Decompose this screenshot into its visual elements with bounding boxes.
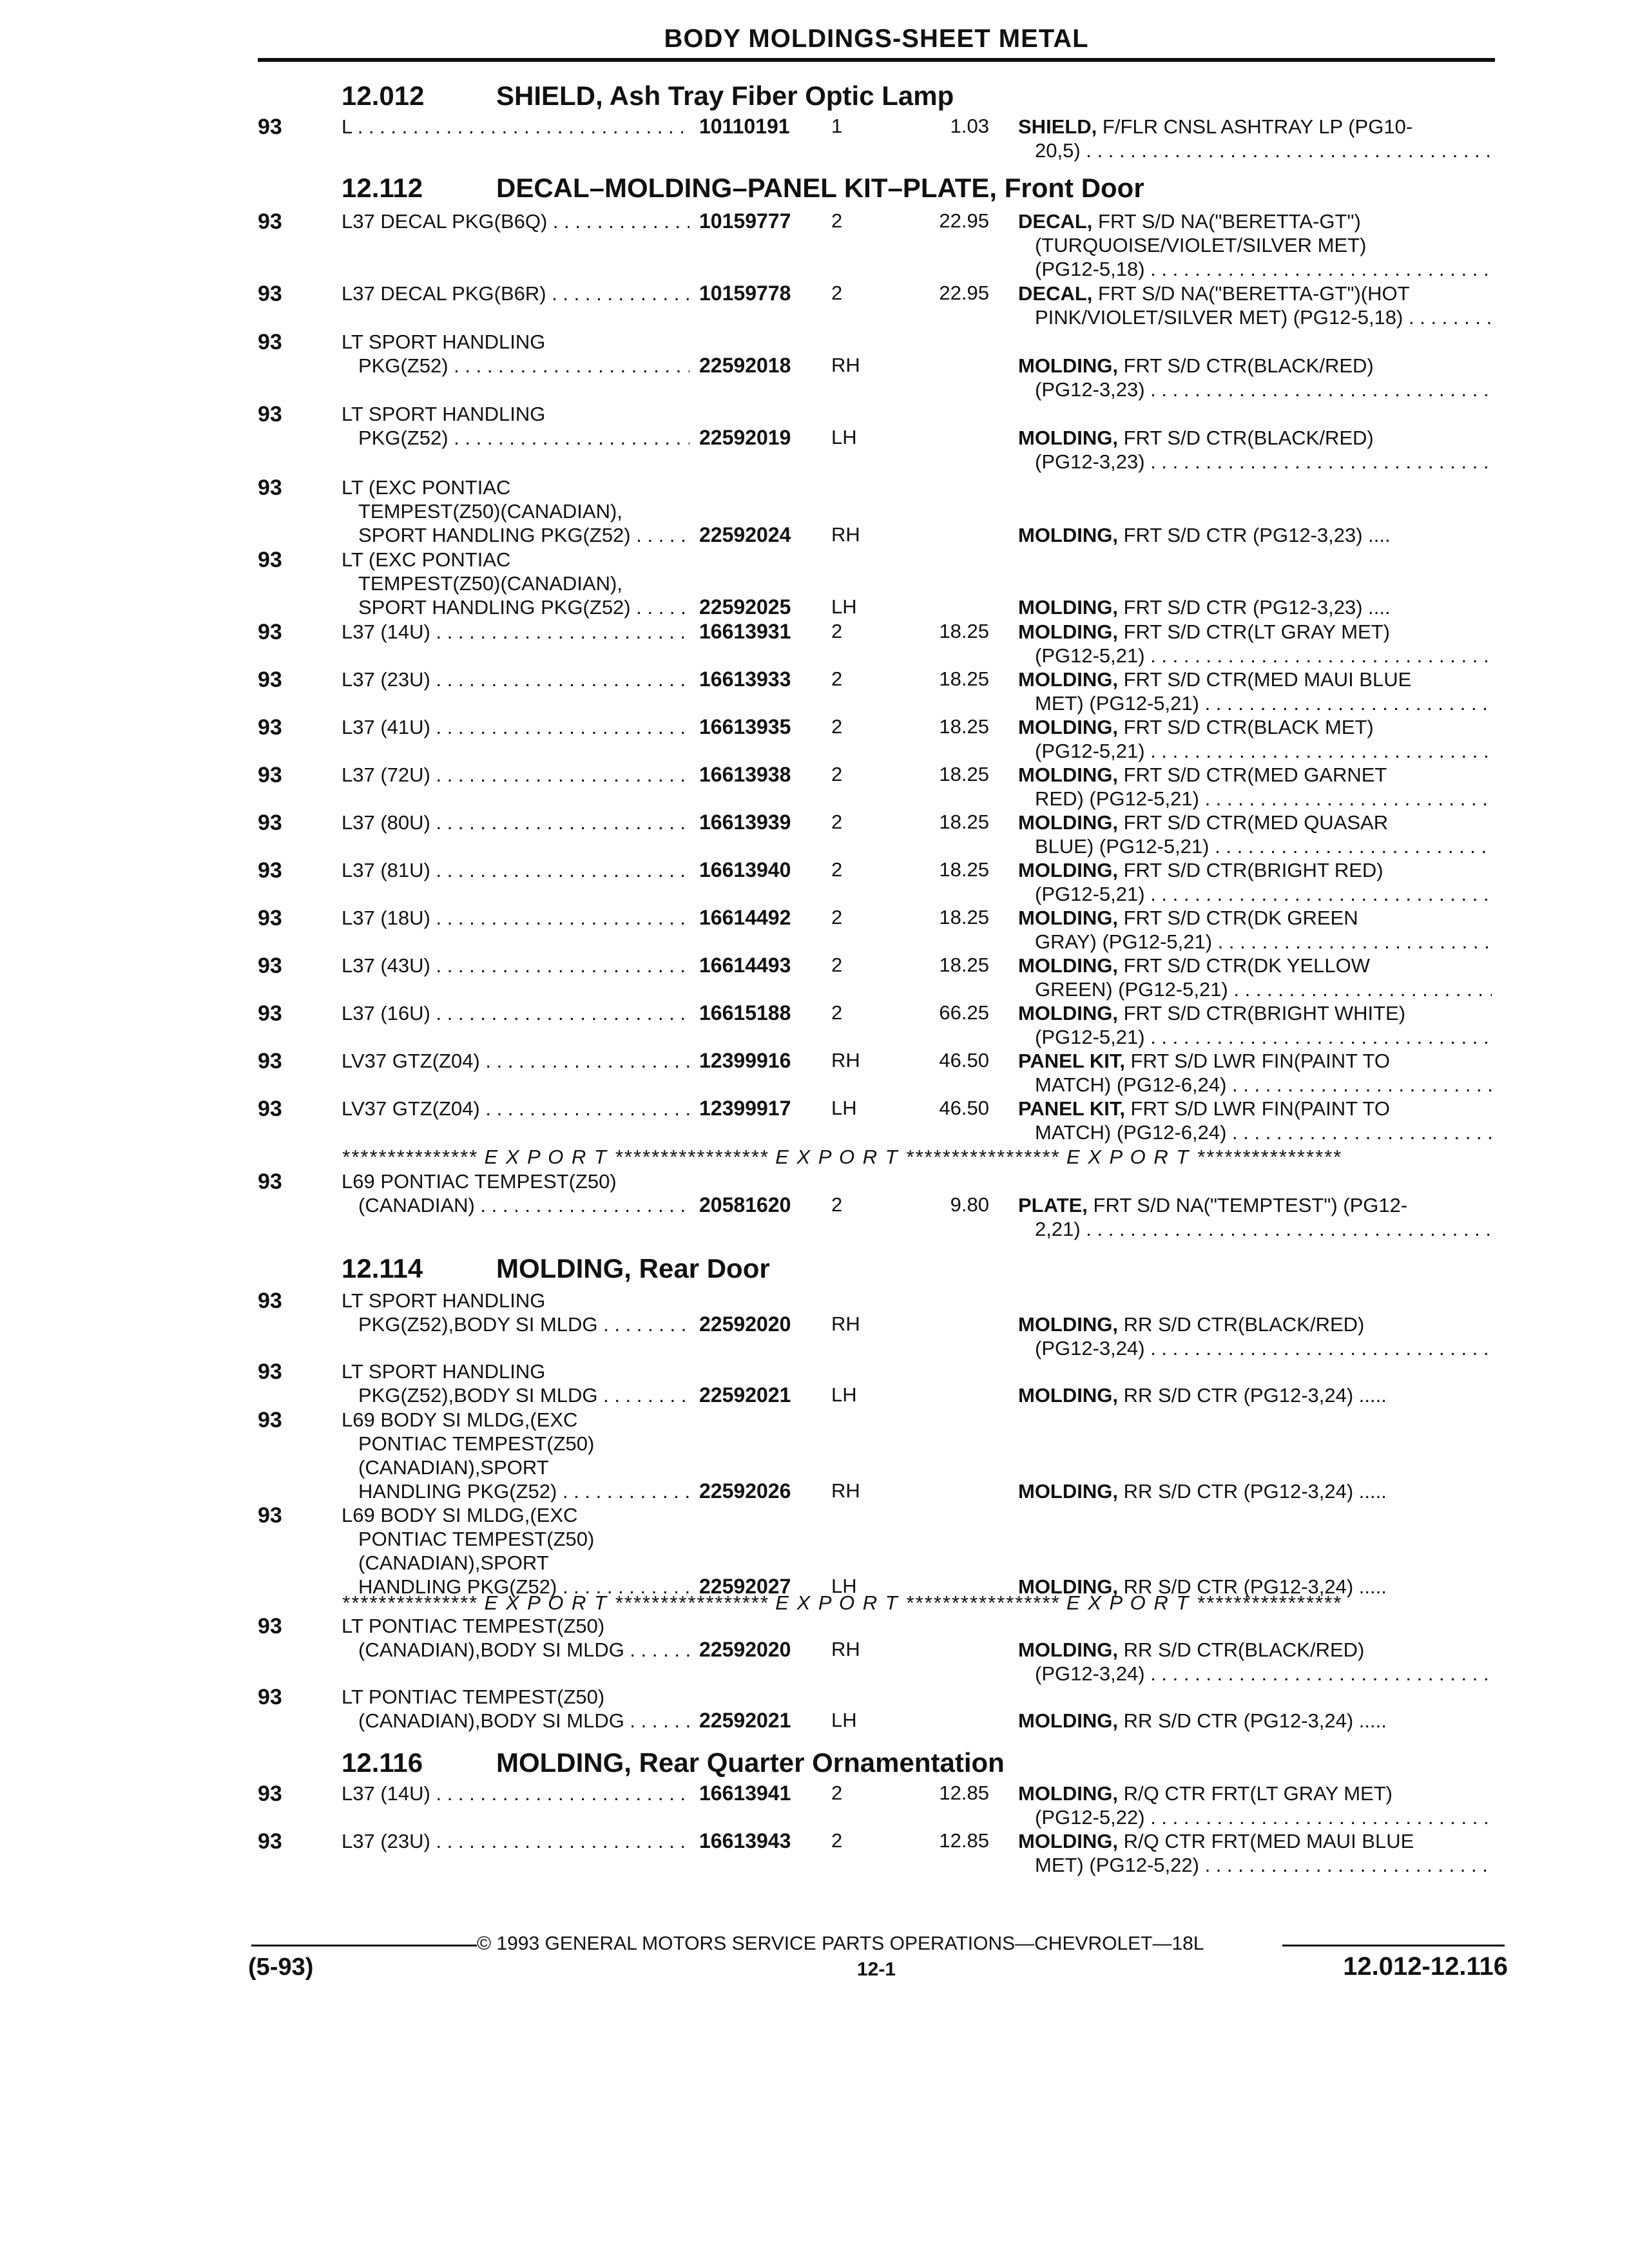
part-remark [1018,115,1492,162]
usage-description-line: LT SPORT HANDLING [342,331,546,353]
quantity: 2 [831,763,843,785]
part-remark [1018,1638,1492,1686]
export-banner: *************** E X P O R T ***************** E X P O R T ***************** E X P O R T **************** [342,1591,1342,1614]
usage-description [342,858,689,882]
price: 18.25 [939,954,989,976]
usage-description-line: SPORT HANDLING PKG(Z52) . . . [342,523,689,547]
usage-description [342,1001,689,1025]
part-number: 22592021 [699,1383,791,1407]
quantity: 2 [831,1782,843,1804]
model-year: 93 [258,548,282,572]
part-remark-line: (PG12-3,23) . . . [1018,378,1492,401]
usage-description-line: L37 (18U) . . . [342,906,689,930]
part-remark-line: (PG12-3,24) . . . [1018,1336,1492,1360]
part-remark [1018,858,1492,906]
part-remark-line: MOLDING, R/Q CTR FRT(LT GRAY MET) [1018,1782,1393,1805]
usage-description-line: L69 PONTIAC TEMPEST(Z50) [342,1170,617,1193]
footer-date: (5-93) [248,1954,314,1981]
usage-description [342,1097,689,1120]
part-remark [1018,763,1492,811]
usage-description-line: (CANADIAN),SPORT [358,1456,549,1479]
page-title: BODY MOLDINGS-SHEET METAL [664,24,1089,53]
model-year: 93 [258,1503,282,1528]
usage-description-line: PKG(Z52),BODY SI MLDG . . . [342,1312,689,1336]
usage-description [342,620,689,644]
part-number: 16613940 [699,858,791,881]
model-year: 93 [258,1829,282,1854]
usage-description-line: L37 (43U) . . . [342,954,689,977]
part-remark-line: MOLDING, RR S/D CTR(BLACK/RED) [1018,1313,1365,1336]
model-year: 93 [258,620,282,644]
part-remark [1018,1829,1492,1877]
part-remark-line: (PG12-3,24) . . . [1018,1662,1492,1686]
part-remark [1018,668,1492,715]
part-remark-line: (PG12-5,21) . . . [1018,739,1492,763]
usage-description-line: LT (EXC PONTIAC [342,476,511,499]
usage-description [342,715,689,739]
model-year: 93 [258,1360,282,1384]
usage-description-line: L37 (14U) . . . [342,1782,689,1805]
part-number: 16613939 [699,811,791,834]
price: 18.25 [939,906,989,928]
usage-description-line: LT SPORT HANDLING [342,403,546,425]
quantity: 2 [831,811,843,833]
part-remark-line: (PG12-5,21) . . . [1018,1025,1492,1049]
price: 66.25 [939,1001,989,1024]
usage-description-line: L37 DECAL PKG(B6R) . . . [342,282,689,305]
usage-description-line: PKG(Z52) . . . [342,354,689,378]
usage-description-line: L37 (16U) . . . [342,1001,689,1025]
usage-description [342,115,689,139]
model-year: 93 [258,954,282,978]
part-remark-line: RED) (PG12-5,21) . . . [1018,787,1492,811]
part-remark-line: MOLDING, RR S/D CTR (PG12-3,24) ..... [1018,1709,1387,1732]
quantity: 2 [831,209,843,232]
section-code: 12.116 [342,1747,423,1778]
footer-rule-right [1282,1945,1505,1946]
model-year: 93 [258,402,282,427]
usage-description [342,763,689,787]
part-remark-line: PLATE, FRT S/D NA("TEMPTEST") (PG12- [1018,1194,1408,1216]
part-number: 22592019 [699,426,791,449]
part-number: 10159777 [699,209,791,233]
quantity: RH [831,1479,860,1502]
part-remark-line: DECAL, FRT S/D NA("BERETTA-GT") [1018,210,1361,233]
usage-description-line: LV37 GTZ(Z04) . . . [342,1049,689,1073]
part-remark [1018,1049,1492,1097]
part-remark-line: MOLDING, FRT S/D CTR(MED GARNET [1018,764,1387,786]
usage-description [342,209,689,233]
usage-description [342,1289,689,1336]
section-heading [342,173,1144,204]
usage-description-line: LT SPORT HANDLING [342,1289,546,1312]
part-remark-line: PANEL KIT, FRT S/D LWR FIN(PAINT TO [1018,1097,1391,1120]
model-year: 93 [258,476,282,500]
usage-description-line: (CANADIAN),SPORT [358,1552,549,1574]
price: 46.50 [939,1097,989,1119]
usage-description [342,954,689,977]
usage-description-line: LT PONTIAC TEMPEST(Z50) [342,1615,605,1637]
usage-description-line: PKG(Z52),BODY SI MLDG . . . [342,1383,689,1407]
usage-description-line: PKG(Z52) . . . [342,426,689,450]
model-year: 93 [258,1001,282,1026]
part-remark [1018,209,1492,281]
usage-description [342,1169,689,1217]
usage-description [342,476,689,547]
part-remark-line: MOLDING, RR S/D CTR(BLACK/RED) [1018,1639,1365,1661]
usage-description-line: TEMPEST(Z50)(CANADIAN), [358,500,622,523]
part-remark-line: MATCH) (PG12-6,24) . . . [1018,1073,1492,1097]
part-remark [1018,954,1492,1001]
model-year: 93 [258,209,282,234]
usage-description [342,330,689,378]
usage-description [342,1614,689,1662]
quantity: 2 [831,282,843,304]
model-year: 93 [258,1169,282,1194]
part-remark-line: MOLDING, FRT S/D CTR(BLACK/RED) [1018,427,1374,449]
quantity: 2 [831,668,843,690]
usage-description-line: L37 (41U) . . . [342,715,689,739]
part-remark [1018,906,1492,954]
model-year: 93 [258,668,282,692]
quantity: LH [831,1383,857,1406]
usage-description-line: (CANADIAN),BODY SI MLDG . . . . [342,1709,689,1733]
usage-description-line: LV37 GTZ(Z04) . . . [342,1097,689,1120]
model-year: 93 [258,1049,282,1073]
section-title: MOLDING, Rear Quarter Ornamentation [496,1747,1005,1778]
part-remark [1018,595,1492,619]
usage-description-line: TEMPEST(Z50)(CANADIAN), [358,572,622,595]
part-remark-line: SHIELD, F/FLR CNSL ASHTRAY LP (PG10- [1018,115,1413,138]
part-remark-line: MOLDING, RR S/D CTR (PG12-3,24) ..... [1018,1384,1387,1407]
price: 9.80 [950,1193,989,1216]
part-remark-line: MOLDING, FRT S/D CTR(BRIGHT RED) [1018,859,1383,881]
model-year: 93 [258,763,282,787]
quantity: 2 [831,1829,843,1852]
price: 12.85 [939,1782,989,1804]
quantity: 2 [831,1193,843,1216]
part-remark-line: MOLDING, FRT S/D CTR(BLACK MET) [1018,716,1374,738]
part-remark-line: 2,21) . . . [1018,1217,1492,1241]
footer-copyright: © 1993 GENERAL MOTORS SERVICE PARTS OPERATIONS—CHEVROLET—18L [477,1933,1204,1954]
part-remark [1018,282,1492,329]
part-remark-line: MOLDING, FRT S/D CTR(MED MAUI BLUE [1018,668,1412,691]
price: 18.25 [939,763,989,785]
part-remark-line: MOLDING, RR S/D CTR (PG12-3,24) ..... [1018,1575,1387,1598]
usage-description-line: L69 BODY SI MLDG,(EXC [342,1504,578,1526]
section-title: MOLDING, Rear Door [496,1253,770,1283]
model-year: 93 [258,811,282,835]
model-year: 93 [258,1782,282,1806]
part-number: 22592025 [699,595,791,619]
usage-description-line: L37 (80U) . . . [342,811,689,834]
part-number: 16613938 [699,763,791,786]
usage-description-line: HANDLING PKG(Z52) . . . [342,1575,689,1599]
part-remark [1018,1312,1492,1360]
part-number: 16613941 [699,1782,791,1805]
export-banner: *************** E X P O R T ***************** E X P O R T ***************** E X P O R T **************** [342,1146,1342,1168]
part-remark-line: MOLDING, FRT S/D CTR(DK GREEN [1018,907,1358,929]
price: 18.25 [939,620,989,642]
quantity: RH [831,1312,860,1335]
part-remark-line: (PG12-5,21) . . . [1018,644,1492,668]
model-year: 93 [258,1408,282,1432]
usage-description-line: (CANADIAN),BODY SI MLDG . . . . [342,1638,689,1662]
usage-description-line: LT PONTIAC TEMPEST(Z50) [342,1686,605,1708]
quantity: LH [831,595,857,618]
part-remark-line: (PG12-5,18) . . . [1018,257,1492,281]
part-remark [1018,620,1492,668]
quantity: 2 [831,715,843,738]
part-remark-line: MOLDING, FRT S/D CTR (PG12-3,23) .... [1018,596,1391,619]
part-remark-line: MOLDING, R/Q CTR FRT(MED MAUI BLUE [1018,1830,1414,1852]
usage-description-line: SPORT HANDLING PKG(Z52) . . . [342,595,689,619]
quantity: LH [831,1575,857,1597]
part-remark [1018,523,1492,547]
usage-description [342,548,689,619]
section-code: 12.114 [342,1253,423,1283]
part-remark [1018,1001,1492,1049]
usage-description [342,1360,689,1407]
part-remark-line: PANEL KIT, FRT S/D LWR FIN(PAINT TO [1018,1050,1391,1072]
price: 18.25 [939,858,989,881]
section-title: DECAL–MOLDING–PANEL KIT–PLATE, Front Door [496,173,1144,203]
usage-description-line: L37 (81U) . . . [342,858,689,882]
part-number: 22592020 [699,1312,791,1336]
usage-description [342,1782,689,1805]
usage-description [342,1503,689,1599]
price: 1.03 [950,115,989,137]
part-remark [1018,426,1492,474]
part-number: 22592024 [699,523,791,546]
quantity: LH [831,426,857,448]
part-number: 22592020 [699,1638,791,1661]
footer-page-number: 12-1 [856,1959,896,1980]
section-heading [342,81,954,111]
section-heading [342,1253,770,1284]
quantity: 2 [831,954,843,976]
model-year: 93 [258,906,282,930]
quantity: RH [831,523,860,546]
part-number: 20581620 [699,1193,791,1216]
usage-description [342,1829,689,1853]
part-remark [1018,715,1492,763]
usage-description [342,282,689,305]
part-remark-line: 20,5) . . . [1018,139,1492,162]
section-code: 12.112 [342,173,423,203]
part-remark-line: MOLDING, FRT S/D CTR(MED QUASAR [1018,811,1389,834]
part-number: 16613933 [699,668,791,691]
part-remark-line: BLUE) (PG12-5,21) . . . [1018,834,1492,858]
part-remark-line: MOLDING, RR S/D CTR (PG12-3,24) ..... [1018,1480,1387,1503]
part-number: 22592027 [699,1575,791,1598]
part-remark-line: MOLDING, FRT S/D CTR(LT GRAY MET) [1018,620,1390,643]
part-remark-line: (PG12-5,21) . . . [1018,882,1492,906]
usage-description-line: HANDLING PKG(Z52) . . . [342,1479,689,1503]
model-year: 93 [258,715,282,740]
part-remark [1018,1782,1492,1829]
part-remark-line: GREEN) (PG12-5,21) . . . [1018,977,1492,1001]
usage-description-line: L . . . [342,115,689,139]
part-remark-line: MOLDING, FRT S/D CTR (PG12-3,23) .... [1018,524,1391,546]
model-year: 93 [258,1614,282,1639]
part-remark-line: MOLDING, FRT S/D CTR(BRIGHT WHITE) [1018,1002,1406,1024]
usage-description-line: (CANADIAN) . . . [342,1193,689,1217]
part-number: 16613931 [699,620,791,643]
quantity: RH [831,354,860,376]
part-number: 22592018 [699,354,791,377]
part-remark-line: DECAL, FRT S/D NA("BERETTA-GT")(HOT [1018,282,1410,305]
part-remark [1018,1709,1492,1733]
quantity: 1 [831,115,843,137]
usage-description-line: L37 (23U) . . . [342,668,689,691]
part-number: 16614492 [699,906,791,929]
part-number: 22592026 [699,1479,791,1503]
usage-description-line: PONTIAC TEMPEST(Z50) [358,1432,595,1455]
header-rule [258,58,1495,62]
usage-description [342,1408,689,1503]
usage-description-line: PONTIAC TEMPEST(Z50) [358,1528,595,1550]
usage-description-line: L37 (14U) . . . [342,620,689,644]
usage-description-line: LT SPORT HANDLING [342,1360,546,1383]
part-remark-line: (PG12-3,23) . . . [1018,450,1492,474]
usage-description-line: L37 (23U) . . . [342,1829,689,1853]
part-remark [1018,1097,1492,1144]
section-title: SHIELD, Ash Tray Fiber Optic Lamp [496,81,954,111]
usage-description [342,811,689,834]
usage-description-line: L37 (72U) . . . [342,763,689,787]
price: 22.95 [939,209,989,232]
quantity: RH [831,1049,860,1072]
footer-rule-left [251,1945,477,1946]
part-remark [1018,1383,1492,1407]
price: 22.95 [939,282,989,304]
price: 12.85 [939,1829,989,1852]
model-year: 93 [258,330,282,354]
part-remark-line: MOLDING, FRT S/D CTR(BLACK/RED) [1018,354,1374,377]
part-number: 10159778 [699,282,791,305]
part-remark-line: MET) (PG12-5,21) . . . [1018,691,1492,715]
part-number: 16613935 [699,715,791,738]
part-number: 16615188 [699,1001,791,1024]
part-remark [1018,811,1492,858]
part-remark [1018,1479,1492,1503]
part-remark-line: MATCH) (PG12-6,24) . . . [1018,1120,1492,1144]
price: 18.25 [939,715,989,738]
part-number: 16613943 [699,1829,791,1852]
usage-description [342,1685,689,1733]
price: 18.25 [939,811,989,833]
usage-description [342,1049,689,1073]
quantity: LH [831,1097,857,1119]
quantity: 2 [831,858,843,881]
part-remark-line: GRAY) (PG12-5,21) . . . [1018,930,1492,954]
quantity: RH [831,1638,860,1660]
model-year: 93 [258,1289,282,1313]
part-number: 16614493 [699,954,791,977]
quantity: LH [831,1709,857,1731]
usage-description-line: L69 BODY SI MLDG,(EXC [342,1408,578,1431]
part-remark-line: PINK/VIOLET/SILVER MET) (PG12-5,18) . . . [1018,305,1492,329]
model-year: 93 [258,1685,282,1709]
usage-description [342,906,689,930]
footer-range: 12.012-12.116 [1343,1952,1508,1981]
section-code: 12.012 [342,81,425,111]
usage-description-line: LT (EXC PONTIAC [342,548,511,571]
quantity: 2 [831,1001,843,1024]
part-remark-line: (PG12-5,22) . . . [1018,1805,1492,1829]
price: 18.25 [939,668,989,690]
part-number: 12399916 [699,1049,791,1072]
usage-description [342,668,689,691]
part-number: 10110191 [699,115,790,138]
part-remark-line: MET) (PG12-5,22) . . . [1018,1853,1492,1877]
price: 46.50 [939,1049,989,1072]
quantity: 2 [831,620,843,642]
model-year: 93 [258,858,282,883]
section-heading [342,1747,1005,1778]
part-number: 12399917 [699,1097,791,1120]
usage-description-line: L37 DECAL PKG(B6Q) . . . [342,209,689,233]
model-year: 93 [258,282,282,306]
quantity: 2 [831,906,843,928]
part-remark [1018,354,1492,401]
part-remark [1018,1193,1492,1241]
part-remark-line: (TURQUOISE/VIOLET/SILVER MET) [1035,234,1367,256]
usage-description [342,402,689,450]
part-remark-line: MOLDING, FRT S/D CTR(DK YELLOW [1018,954,1371,977]
part-number: 22592021 [699,1709,791,1732]
model-year: 93 [258,115,282,139]
model-year: 93 [258,1097,282,1121]
